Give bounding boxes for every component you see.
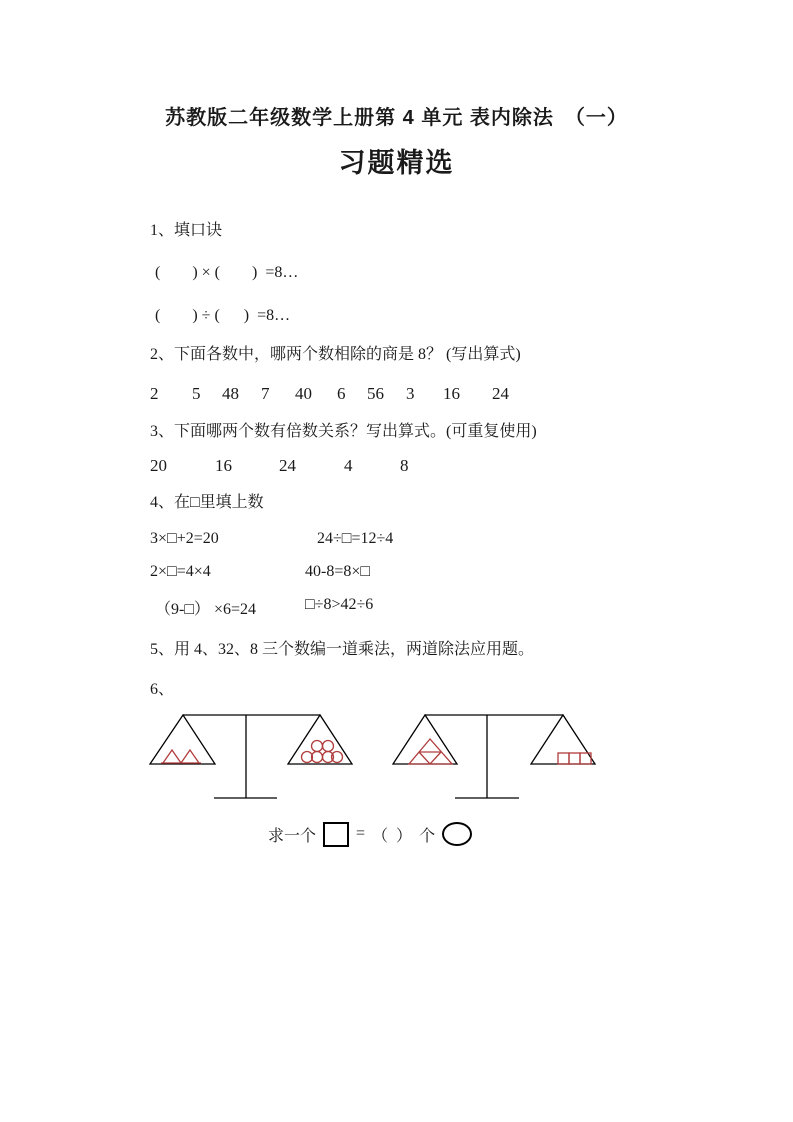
question-4-label: 4、在□里填上数 — [150, 494, 264, 511]
number-item: 7 — [261, 384, 270, 403]
number-item: 4 — [344, 456, 353, 475]
question-1-blank-line-multiply: ( ) × ( ) =8… — [155, 264, 299, 281]
question-4-row — [150, 596, 570, 616]
number-item: 3 — [406, 384, 415, 403]
equals-sign: = — [356, 825, 366, 842]
number-item: 56 — [367, 384, 384, 403]
balance-1-right-circles — [302, 741, 343, 763]
equation: 3×□+2=20 — [150, 530, 219, 547]
balance-2-right-squares — [558, 753, 591, 764]
balance-1-left-small-triangles — [161, 750, 201, 763]
question-6-answer-prompt — [268, 821, 472, 847]
answer-parens: （ ） — [372, 827, 413, 845]
question-3-label: 3、下面哪两个数有倍数关系？写出算式。(可重复使用) — [150, 423, 537, 440]
number-item: 40 — [295, 384, 312, 403]
unit-character: 个 — [419, 827, 436, 845]
question-4-row — [150, 563, 570, 583]
equation: 24÷□=12÷4 — [317, 530, 394, 547]
balance-scale-1 — [150, 715, 352, 798]
number-item: 24 — [492, 384, 509, 403]
question-5-label: 5、用 4、32、8 三个数编一道乘法，两道除法应用题。 — [150, 641, 535, 658]
page-subtitle: 习题精选 — [338, 148, 455, 178]
number-item: 24 — [279, 456, 296, 475]
number-item: 8 — [400, 456, 409, 475]
number-item: 16 — [215, 456, 232, 475]
page-title: 苏教版二年级数学上册第 4 单元 表内除法 （一） — [165, 107, 628, 129]
number-item: 20 — [150, 456, 167, 475]
circle-icon — [442, 822, 472, 846]
equation: 40-8=8×□ — [305, 563, 371, 580]
equation: 2×□=4×4 — [150, 563, 211, 580]
balance-scales-diagram — [148, 706, 648, 806]
question-2-label: 2、下面各数中，哪两个数相除的商是 8？ (写出算式) — [150, 346, 521, 363]
number-item: 2 — [150, 384, 159, 403]
question-6-label: 6、 — [150, 681, 175, 698]
question-4-row — [150, 530, 570, 550]
number-item: 16 — [443, 384, 460, 403]
equation: □÷8>42÷6 — [305, 596, 374, 613]
question-1-blank-line-divide: ( ) ÷ ( ) =8… — [155, 307, 291, 324]
question-1-label: 1、填口诀 — [150, 222, 223, 239]
number-item: 5 — [192, 384, 201, 403]
number-item: 6 — [337, 384, 346, 403]
number-item: 48 — [222, 384, 239, 403]
prompt-prefix: 求一个 — [268, 827, 317, 845]
balance-2-left-subdivided-triangle — [409, 739, 452, 764]
equation: （9-□） ×6=24 — [155, 601, 257, 618]
square-icon — [323, 822, 349, 847]
